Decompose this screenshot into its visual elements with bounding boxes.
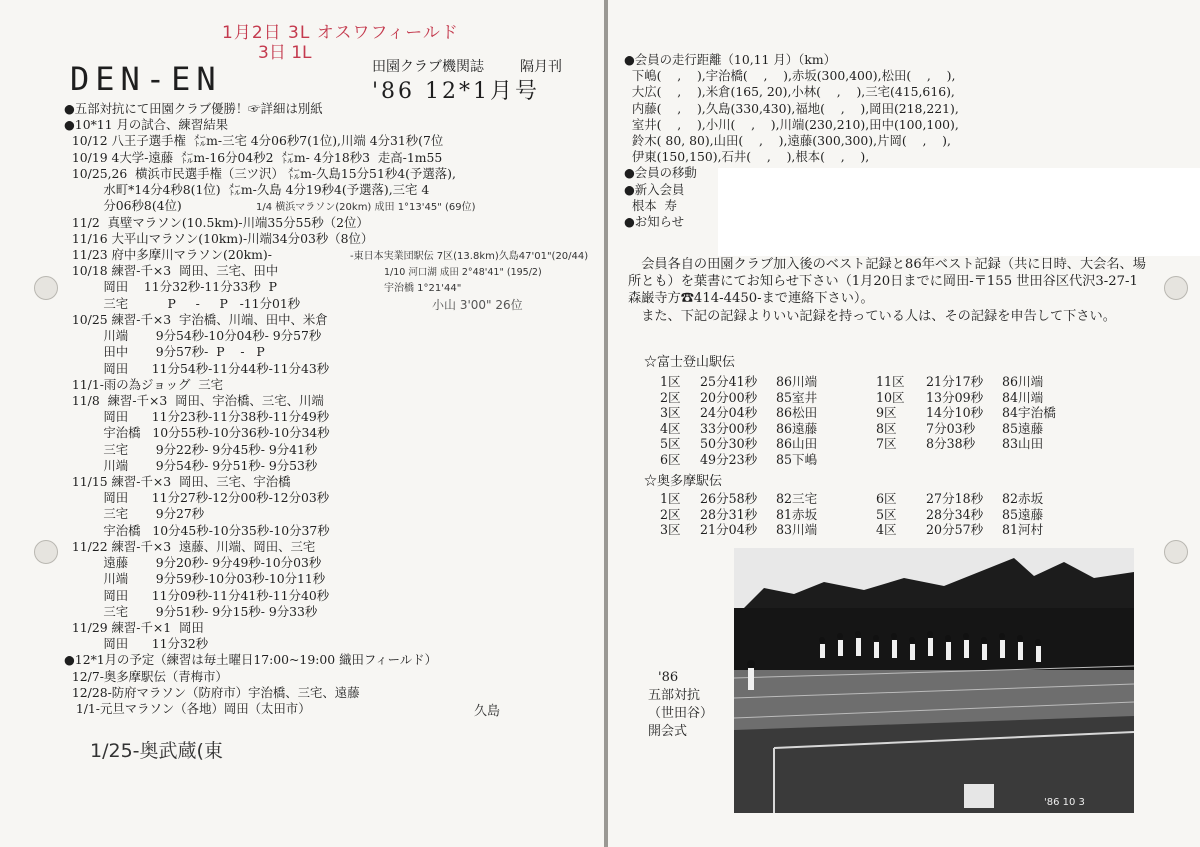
relay-cell: 5区: [876, 506, 897, 522]
list-line: 11/1-雨の為ジョッグ 三宅: [64, 376, 224, 392]
list-line: 12/28-防府マラソン（防府市）宇治橋、三宅、遠藤: [64, 684, 360, 700]
binder-hole: [1164, 276, 1188, 300]
list-line: 10/25 練習-千×3 宇治橋、川端、田中、米倉: [64, 311, 328, 327]
relay-cell: 2区: [660, 389, 681, 405]
relay-cell: 3区: [660, 405, 681, 421]
relay-cell: 8区: [876, 420, 897, 436]
relay-cell: 28分31秒: [700, 506, 758, 522]
relay-cell: 10区: [876, 389, 905, 405]
binder-hole: [34, 276, 58, 300]
masthead-title: DEN-EN: [70, 60, 222, 98]
relay-cell: 25分41秒: [700, 374, 758, 389]
list-line: 岡田 11分54秒-11分44秒-11分43秒: [64, 360, 330, 376]
handwritten-note: -東日本実業団駅伝 7区(13.8km)久島47'01"(20/44): [350, 251, 589, 262]
relay-cell: 81赤坂: [776, 506, 818, 522]
handwritten-red-note-2: 3日 1L: [258, 43, 312, 63]
relay-cell: 82赤坂: [1002, 491, 1044, 506]
relay-cell: 83川端: [776, 522, 818, 538]
redaction-box: [718, 168, 1200, 256]
list-line: 岡田 11分23秒-11分38秒-11分49秒: [64, 409, 330, 425]
notice-body: [628, 256, 1150, 325]
list-line: 岡田 11分32秒-11分33秒 P: [64, 279, 277, 295]
handwritten-note: 小山 3'00" 26位: [432, 298, 523, 312]
relay-title: ☆奥多摩駅伝: [644, 474, 723, 489]
list-line: 11/2 真壁マラソン(10.5km)-川端35分55秒（2位）: [64, 214, 369, 230]
organization-label: 田園クラブ機関誌: [372, 59, 484, 75]
list-line: 下嶋( , ),宇治橋( , ),赤坂(300,400),松田( , ),: [624, 68, 956, 84]
list-line: 伊東(150,150),石井( , ),根本( , ),: [624, 149, 870, 165]
opening-ceremony-photo: [734, 548, 1134, 813]
relay-cell: 86川端: [1002, 374, 1044, 389]
relay-cell: 84宇治橋: [1002, 405, 1056, 421]
list-line: 水町*14分4秒8(1位) ㍍m-久島 4分19秒4(予選落),三宅 4: [64, 182, 430, 198]
relay-cell: 20分57秒: [926, 522, 984, 538]
relay-cell: 4区: [660, 420, 681, 436]
relay-cell: 86松田: [776, 405, 818, 421]
list-line: ●会員の移動: [624, 165, 697, 181]
relay-cell: 85下嶋: [776, 452, 818, 467]
list-line: 鈴木( 80, 80),山田( , ),遠藤(300,300),片岡( , ),: [624, 133, 951, 149]
relay-cell: 11区: [876, 374, 905, 389]
caption-line: 開会式: [648, 724, 688, 739]
relay-cell: 3区: [660, 522, 681, 538]
relay-cell: 1区: [660, 374, 681, 389]
relay-cell: 33分00秒: [700, 420, 758, 436]
list-line: 分06秒8(4位): [64, 198, 182, 214]
results-list: [64, 101, 456, 717]
relay-cell: 5区: [660, 436, 681, 452]
list-line: ●お知らせ: [624, 214, 685, 230]
relay-cell: 6区: [876, 491, 897, 506]
list-line: 大広( , ),米倉(165, 20),小林( , ),三宅(415,616),: [624, 84, 955, 100]
list-line: 1/1-元旦マラソン（各地）岡田（太田市）: [64, 701, 311, 717]
relay-cell: 9区: [876, 405, 897, 421]
relay-cell: 85遠藤: [1002, 506, 1044, 522]
list-line: 三宅 P - P -11分01秒: [64, 295, 301, 311]
photo-caption: [648, 669, 713, 741]
binder-hole: [1164, 540, 1188, 564]
list-line: ●12*1月の予定（練習は毎土曜日17:00~19:00 織田フィールド）: [64, 652, 437, 668]
relay-cell: 13分09秒: [926, 389, 984, 405]
list-line: ●10*11 月の試合、練習結果: [64, 117, 228, 133]
handwritten-note: 1/10 河口湖 成田 2°48'41" (195/2): [384, 267, 542, 278]
list-line: ●会員の走行距離（10,11 月）（km）: [624, 52, 836, 67]
handwritten-note: 1/25-奥武蔵(東: [90, 740, 223, 762]
list-line: 三宅 9分27秒: [64, 506, 205, 522]
relay-cell: 85室井: [776, 389, 818, 405]
list-line: 三宅 9分22秒- 9分45秒- 9分41秒: [64, 441, 318, 457]
list-line: 田中 9分57秒- P - P: [64, 344, 265, 360]
relay-cell: 28分34秒: [926, 506, 984, 522]
relay-cell: 85遠藤: [1002, 420, 1044, 436]
relay-cell: 83山田: [1002, 436, 1044, 452]
relay-cell: 2区: [660, 506, 681, 522]
list-line: ●新入会員: [624, 181, 685, 197]
handwritten-note: 1/4 横浜マラソン(20km) 成田 1°13'45" (69位): [256, 202, 476, 213]
relay-cell: 81河村: [1002, 522, 1044, 538]
relay-cell: 86山田: [776, 436, 818, 452]
list-line: 室井( , ),小川( , ),川端(230,210),田中(100,100),: [624, 116, 959, 132]
relay-cell: 27分18秒: [926, 491, 984, 506]
binder-hole: [34, 540, 58, 564]
right-page: [608, 0, 1200, 847]
relay-cell: 1区: [660, 491, 681, 506]
list-line: 11/22 練習-千×3 遠藤、川端、岡田、三宅: [64, 538, 316, 554]
relay-cell: 14分10秒: [926, 405, 984, 421]
relay-cell: 21分04秒: [700, 522, 758, 538]
notice-paragraph: また、下記の記録よりいい記録を持っている人は、その記録を申告して下さい。: [641, 308, 1116, 324]
handwritten-red-note: 1月2日 3L オスワフィールド: [222, 23, 459, 43]
relay-cell: 21分17秒: [926, 374, 984, 389]
list-line: 11/16 大平山マラソン(10km)-川端34分03秒（8位）: [64, 230, 374, 246]
relay-cell: 7分03秒: [926, 420, 976, 436]
list-line: 遠藤 9分20秒- 9分49秒-10分03秒: [64, 555, 322, 571]
relay-cell: 86川端: [776, 374, 818, 389]
list-line: 11/29 練習-千×1 岡田: [64, 620, 204, 635]
handwritten-note: 久島: [474, 704, 501, 719]
relay-cell: 20分00秒: [700, 389, 758, 405]
list-line: 10/12 八王子選手権 ㍍m-三宅 4分06秒7(1位),川端 4分31秒(7位: [64, 133, 444, 149]
list-line: 岡田 11分27秒-12分00秒-12分03秒: [64, 490, 330, 506]
handwritten-note: 宇治橋 1°21'44": [384, 283, 462, 294]
notice-paragraph: 会員各自の田園クラブ加入後のベスト記録と86年ベスト記録（共に日時、大会名、場所とも）を葉書にてお知らせ下さい（1月20日までに岡田-〒155 世田谷区代沢3-27-1森巌寺方☎414-4450-まで連絡下さい）。: [628, 257, 1146, 307]
relay-title: ☆富士登山駅伝: [644, 355, 736, 370]
list-line: 11/15 練習-千×3 岡田、三宅、宇治橋: [64, 474, 291, 490]
list-line: 岡田 11分09秒-11分41秒-11分40秒: [64, 587, 330, 603]
photo-graphic: [734, 548, 1134, 813]
relay-cell: 8分38秒: [926, 436, 976, 452]
caption-line: （世田谷）: [648, 706, 714, 721]
list-line: 11/8 練習-千×3 岡田、宇治橋、三宅、川端: [64, 392, 324, 408]
relay-cell: 26分58秒: [700, 491, 758, 506]
list-line: 川端 9分59秒-10分03秒-10分11秒: [64, 571, 326, 587]
relay-cell: 50分30秒: [700, 436, 758, 452]
list-line: 岡田 11分32秒: [64, 636, 209, 652]
list-line: 12/7-奥多摩駅伝（青梅市）: [64, 668, 228, 684]
list-line: 10/25,26 横浜市民選手権（三ツ沢） ㍍m-久島15分51秒4(予選落),: [64, 165, 456, 181]
frequency-label: 隔月刊: [520, 59, 562, 75]
list-line: 10/19 4大学-遠藤 ㍍m-16分04秒2 ㍍m- 4分18秒3 走高-1m55: [64, 149, 443, 165]
list-line: 宇治橋 10分45秒-10分35秒-10分37秒: [64, 522, 330, 538]
list-line: 内藤( , ),久島(330,430),福地( , ),岡田(218,221),: [624, 100, 959, 116]
issue-number: '86 12*1月号: [372, 79, 541, 104]
list-line: 10/18 練習-千×3 岡田、三宅、田中: [64, 263, 279, 279]
list-line: 根本 寿: [624, 197, 677, 213]
relay-cell: 49分23秒: [700, 452, 758, 467]
relay-cell: 86遠藤: [776, 420, 818, 436]
list-line: ●五部対抗にて田園クラブ優勝！☞詳細は別紙: [64, 101, 323, 116]
relay-cell: 6区: [660, 452, 681, 467]
relay-cell: 82三宅: [776, 491, 818, 506]
photo-date-stamp: '86 10 3: [1044, 797, 1085, 808]
list-line: 宇治橋 10分55秒-10分36秒-10分34秒: [64, 425, 330, 441]
list-line: 11/23 府中多摩川マラソン(20km)-: [64, 246, 272, 262]
caption-line: 五部対抗: [648, 688, 701, 703]
relay-cell: 84川端: [1002, 389, 1044, 405]
list-line: 川端 9分54秒-10分04秒- 9分57秒: [64, 328, 322, 344]
caption-line: '86: [658, 670, 679, 685]
relay-cell: 24分04秒: [700, 405, 758, 421]
list-line: 川端 9分54秒- 9分51秒- 9分53秒: [64, 457, 318, 473]
list-line: 三宅 9分51秒- 9分15秒- 9分33秒: [64, 603, 318, 619]
relay-cell: 4区: [876, 522, 897, 538]
relay-cell: 7区: [876, 436, 897, 452]
